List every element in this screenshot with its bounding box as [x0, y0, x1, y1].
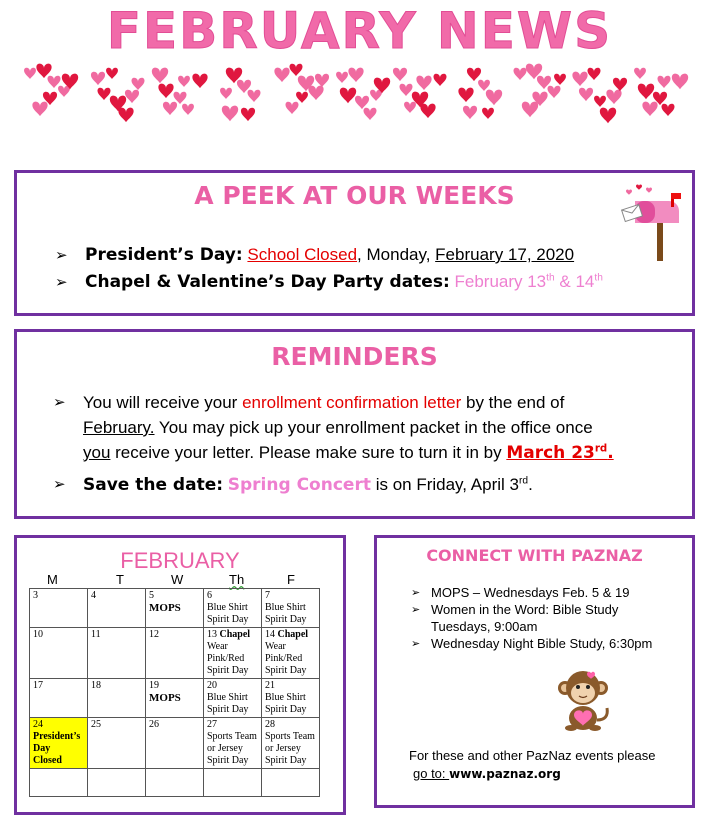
calendar-day-cell: [30, 679, 88, 718]
calendar-day-cell: [204, 628, 262, 679]
calendar-event-line: Blue Shirt: [207, 692, 248, 703]
weekday-label: F: [287, 572, 295, 587]
calendar-event-line: Spirit Day: [265, 665, 307, 676]
heart-icon: [355, 96, 369, 109]
heart-icon: [62, 74, 78, 90]
calendar-day-cell: [146, 679, 204, 718]
calendar-day-number: 12: [149, 629, 159, 640]
arrow-bullet-icon: ➢: [55, 246, 68, 264]
calendar-day-cell: [30, 769, 88, 797]
calendar-event-line: Blue Shirt: [265, 692, 306, 703]
calendar-day-number: 18: [91, 680, 101, 691]
calendar-day-number: 21: [265, 680, 275, 691]
calendar-event-line: Spirit Day: [265, 755, 307, 766]
weeks-title: A PEEK AT OUR WEEKS: [194, 181, 515, 210]
calendar-event-line: Sports Team: [207, 731, 257, 742]
heart-icon: [467, 68, 481, 81]
reminder-text: .: [528, 475, 533, 494]
heart-icon: [458, 88, 473, 102]
calendar-day-number: 13: [207, 629, 217, 640]
heart-icon: [289, 64, 302, 76]
heart-icon: [572, 72, 587, 86]
calendar-day-number: 11: [91, 629, 101, 640]
heart-icon: [285, 102, 298, 114]
heart-icon: [158, 84, 173, 98]
calendar-event-bold: President’s: [33, 731, 81, 742]
calendar-day-cell: [146, 718, 204, 769]
chapel-label: Chapel & Valentine’s Day Party dates:: [85, 272, 450, 292]
heart-icon: [404, 102, 416, 113]
heart-icon: [182, 104, 194, 115]
school-closed-text: School Closed: [247, 245, 358, 264]
heart-icon: [131, 78, 144, 90]
heart-icon: [554, 74, 566, 85]
calendar-day-number: 24: [33, 719, 43, 730]
calendar-event-line: Sports Team: [265, 731, 315, 742]
connect-item: [411, 635, 691, 652]
heart-icon: [274, 68, 289, 82]
calendar-week-row: [30, 589, 320, 628]
reminders-title: REMINDERS: [271, 342, 438, 371]
weekday-label: Th: [229, 572, 245, 587]
heart-icon: [58, 86, 70, 97]
calendar-day-number: 27: [207, 719, 217, 730]
calendar-event-line: Spirit Day: [207, 704, 249, 715]
connect-list: [411, 584, 691, 652]
arrow-bullet-icon: ➢: [411, 586, 421, 599]
heart-icon: [192, 74, 207, 88]
calendar-week-row: [30, 718, 320, 769]
heart-icon: [399, 84, 412, 96]
heart-icon: [600, 108, 616, 124]
calendar-event-line: Spirit Day: [207, 665, 249, 676]
calendar-event-line: Spirit Day: [207, 755, 249, 766]
presidents-day-mid: , Monday,: [357, 245, 436, 264]
heart-icon: [308, 86, 323, 100]
heart-icon: [587, 68, 600, 80]
reminder-spring-concert: [53, 472, 683, 498]
heart-icon: [594, 96, 606, 107]
heart-icon: [613, 78, 627, 91]
calendar-event-line: Pink/Red: [265, 653, 303, 664]
calendar-day-cell: [30, 589, 88, 628]
calendar-event-line: Pink/Red: [207, 653, 245, 664]
calendar-day-cell: [262, 589, 320, 628]
heart-icon: [47, 76, 60, 88]
heart-icon: [642, 102, 657, 116]
spring-concert-text: Spring Concert: [227, 475, 371, 495]
calendar-day-number: 14: [265, 629, 275, 640]
heart-icon: [118, 108, 133, 122]
calendar-day-number: 3: [33, 590, 38, 601]
calendar-day-number: 4: [91, 590, 96, 601]
calendar-event-bold: Chapel: [277, 629, 309, 640]
reminder-text: receive your letter. Please make sure to turn it in by: [110, 443, 507, 462]
calendar-event-line: Wear: [265, 641, 286, 652]
hearts-banner: [20, 60, 700, 130]
heart-icon: [433, 74, 446, 86]
heart-icon: [315, 74, 329, 87]
presidents-day-label: President’s Day:: [85, 245, 243, 265]
calendar-event-bold: Day: [33, 743, 51, 754]
calendar-day-number: 28: [265, 719, 275, 730]
calendar-day-cell: [204, 679, 262, 718]
calendar-week-row: [30, 769, 320, 797]
heart-icon: [125, 90, 139, 103]
calendar-event-line: Spirit Day: [207, 614, 249, 625]
calendar-day-cell: [30, 718, 88, 769]
calendar-day-cell: [262, 679, 320, 718]
calendar-title: FEBRUARY: [120, 548, 240, 573]
calendar-event-line: Spirit Day: [265, 704, 307, 715]
weeks-section: [14, 170, 695, 316]
presidents-day-date: February 17, 2020: [435, 245, 575, 264]
connect-item-sub: Tuesdays, 9:00am: [431, 619, 538, 634]
calendar-week-row: [30, 679, 320, 718]
heart-icon: [222, 106, 238, 122]
heart-icon: [482, 108, 494, 119]
calendar-day-cell: [262, 718, 320, 769]
connect-item: [411, 601, 691, 618]
calendar-event-bold: MOPS: [149, 602, 181, 614]
heart-icon: [163, 102, 177, 115]
heart-icon: [661, 104, 674, 116]
paznaz-website-link[interactable]: www.paznaz.org: [449, 767, 561, 781]
heart-icon: [634, 68, 646, 79]
heart-icon: [24, 68, 36, 79]
weeks-item-presidents-day: [55, 243, 615, 267]
heart-icon: [336, 72, 348, 83]
heart-icon: [547, 86, 560, 98]
heart-icon: [97, 88, 110, 100]
calendar-day-cell: [204, 589, 262, 628]
reminders-section: [14, 329, 695, 519]
heart-icon: [579, 88, 593, 101]
heart-icon: [393, 68, 407, 81]
connect-footer-line2: [413, 766, 561, 781]
heart-icon: [106, 68, 118, 79]
calendar-event-line: Blue Shirt: [207, 602, 248, 613]
heart-icon: [91, 72, 105, 85]
deadline-date: March 23rd.: [506, 443, 614, 463]
reminder-text: is on Friday, April 3: [370, 475, 519, 494]
weekday-label: T: [116, 572, 124, 587]
calendar-day-cell: [30, 628, 88, 679]
calendar-day-number: 19: [149, 680, 159, 691]
calendar-day-cell: [204, 769, 262, 797]
heart-icon: [241, 108, 255, 121]
connect-item: [411, 584, 691, 601]
weekday-label: M: [47, 572, 58, 587]
calendar-day-cell: [88, 589, 146, 628]
heart-icon: [348, 68, 363, 82]
calendar-day-number: 17: [33, 680, 43, 691]
newsletter-title: FEBRUARY NEWS: [106, 2, 613, 60]
heart-icon: [296, 92, 308, 103]
sup-text: rd: [519, 475, 529, 487]
calendar-event-line: or Jersey: [265, 743, 301, 754]
connect-title: CONNECT WITH PAZNAZ: [426, 546, 643, 565]
calendar-day-cell: [262, 628, 320, 679]
calendar-event-bold: Chapel: [219, 629, 251, 640]
weekday-label: W: [171, 572, 184, 587]
calendar-day-cell: [146, 589, 204, 628]
heart-icon: [522, 102, 538, 118]
heart-icon: [247, 90, 260, 102]
arrow-bullet-icon: ➢: [55, 273, 68, 291]
calendar-event-bold: MOPS: [149, 692, 181, 704]
reminder-enrollment: [53, 390, 683, 466]
save-date-label: Save the date:: [83, 475, 224, 495]
reminder-text: by the end of: [461, 393, 565, 412]
heart-icon: [513, 68, 526, 80]
calendar-day-number: 25: [91, 719, 101, 730]
calendar-day-cell: [146, 628, 204, 679]
monkey-icon: [553, 668, 613, 732]
calendar-day-number: 26: [149, 719, 159, 730]
calendar-day-number: 5: [149, 590, 154, 601]
weeks-item-chapel: [55, 270, 655, 294]
calendar-day-cell: [88, 679, 146, 718]
calendar-day-cell: [146, 769, 204, 797]
hearts-cluster: [24, 64, 688, 124]
connect-item-text: Women in the Word: Bible Study: [431, 602, 619, 617]
calendar-day-number: 20: [207, 680, 217, 691]
heart-icon: [178, 76, 190, 87]
calendar-day-cell: [262, 769, 320, 797]
heart-icon: [606, 90, 621, 104]
heart-icon: [416, 76, 431, 90]
mailbox-icon: [617, 183, 689, 263]
heart-icon: [657, 76, 670, 88]
calendar-day-number: 10: [33, 629, 43, 640]
calendar-weekday-header: [29, 572, 329, 588]
heart-icon: [672, 74, 688, 90]
calendar-event-bold: Closed: [33, 755, 62, 766]
heart-icon: [420, 104, 435, 118]
heart-icon: [340, 88, 356, 104]
calendar-day-cell: [204, 718, 262, 769]
arrow-bullet-icon: ➢: [53, 475, 66, 493]
heart-icon: [370, 90, 382, 101]
calendar-section: [14, 535, 346, 815]
connect-section: [374, 535, 695, 808]
heart-icon: [638, 84, 654, 100]
calendar-event-line: Blue Shirt: [265, 602, 306, 613]
heart-icon: [478, 80, 490, 91]
heart-icon: [463, 106, 477, 119]
calendar-event-line: Wear: [207, 641, 228, 652]
calendar-day-number: 7: [265, 590, 270, 601]
chapel-dates: February 13th & 14th: [454, 272, 603, 291]
connect-item-text: MOPS – Wednesdays Feb. 5 & 19: [431, 585, 630, 600]
calendar-day-number: 6: [207, 590, 212, 601]
heart-icon: [152, 68, 168, 84]
calendar-day-cell: [88, 769, 146, 797]
calendar-day-cell: [88, 718, 146, 769]
you-text: you: [83, 443, 111, 462]
calendar-event-line: or Jersey: [207, 743, 243, 754]
reminder-text: You will receive your: [83, 393, 243, 412]
enrollment-letter-text: enrollment confirmation letter: [242, 393, 462, 412]
calendar-week-row: [30, 628, 320, 679]
connect-item-text: Wednesday Night Bible Study, 6:30pm: [431, 636, 653, 651]
calendar-day-cell: [88, 628, 146, 679]
february-text: February.: [83, 418, 155, 437]
reminder-text: You may pick up your enrollment packet in the office once: [154, 418, 593, 437]
calendar-event-line: Spirit Day: [265, 614, 307, 625]
heart-icon: [486, 90, 502, 106]
connect-footer-line1: For these and other PazNaz events please: [409, 748, 656, 763]
heart-icon: [363, 108, 376, 120]
arrow-bullet-icon: ➢: [411, 637, 421, 650]
arrow-bullet-icon: ➢: [53, 393, 66, 411]
goto-text: go to:: [413, 766, 450, 781]
heart-icon: [32, 102, 47, 116]
heart-icon: [220, 88, 232, 99]
arrow-bullet-icon: ➢: [411, 603, 421, 616]
calendar-grid: [29, 588, 320, 797]
heart-icon: [374, 78, 390, 94]
